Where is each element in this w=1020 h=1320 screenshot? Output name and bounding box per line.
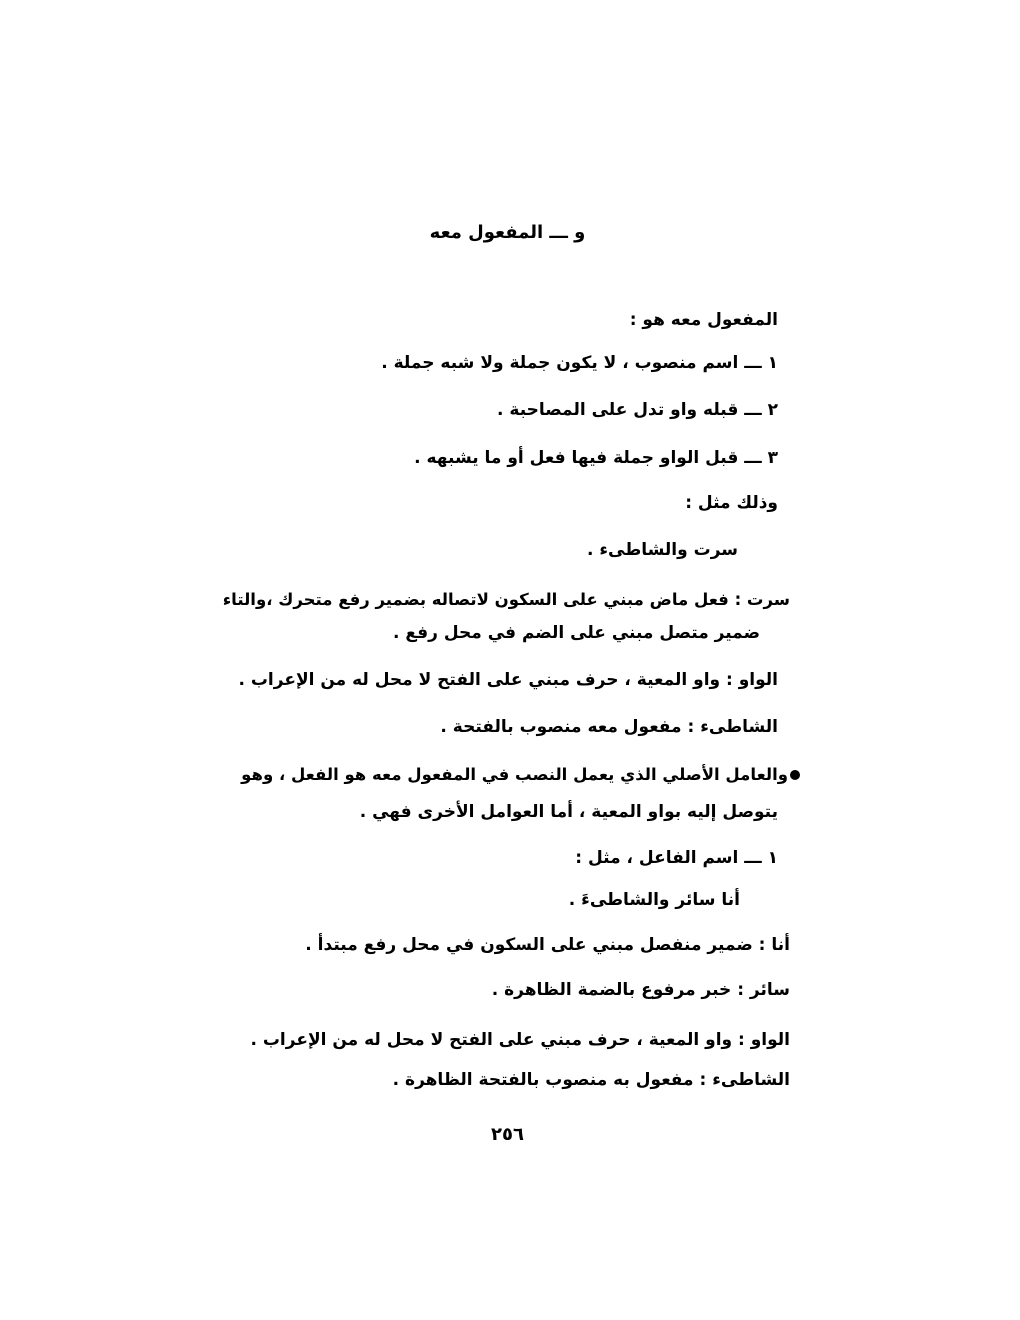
section-title: و ـــ المفعول معه [429,222,586,243]
example-sentence: سرت والشاطىء . [586,540,738,560]
parsing-line: الواو : واو المعية ، حرف مبني على الفتح لا محل له من الإعراب . [238,670,778,690]
definition-intro: المفعول معه هو : [629,310,778,330]
note-paragraph: يتوصل إليه بواو المعية ، أما العوامل الأخرى فهي . [359,802,778,822]
parsing-line: الواو : واو المعية ، حرف مبني على الفتح لا محل له من الإعراب . [250,1030,790,1050]
example-intro: وذلك مثل : [685,493,778,513]
bullet-icon [790,770,800,780]
factor-item-1: ١ ـــ اسم الفاعل ، مثل : [575,848,778,868]
page-number: ٢٥٦ [491,1124,524,1145]
note-paragraph: والعامل الأصلي الذي يعمل النصب في المفعول معه هو الفعل ، وهو [241,765,788,784]
definition-item-2: ٢ ـــ قبله واو تدل على المصاحبة . [497,400,778,420]
definition-item-1: ١ ـــ اسم منصوب ، لا يكون جملة ولا شبه جملة . [381,353,778,373]
parsing-line: أنا : ضمير منفصل مبني على السكون في محل رفع مبتدأ . [305,935,790,955]
parsing-line: سرت : فعل ماض مبني على السكون لاتصاله بضمير رفع متحرك ،والتاء [222,590,790,609]
definition-item-3: ٣ ـــ قبل الواو جملة فيها فعل أو ما يشبهه . [414,448,778,468]
parsing-line: الشاطىء : مفعول معه منصوب بالفتحة . [440,717,778,737]
parsing-line: سائر : خبر مرفوع بالضمة الظاهرة . [491,980,790,1000]
example-sentence: أنا سائر والشاطىءَ . [568,890,740,910]
parsing-line: الشاطىء : مفعول به منصوب بالفتحة الظاهرة . [392,1070,790,1090]
parsing-line: ضمير متصل مبني على الضم في محل رفع . [393,623,760,643]
